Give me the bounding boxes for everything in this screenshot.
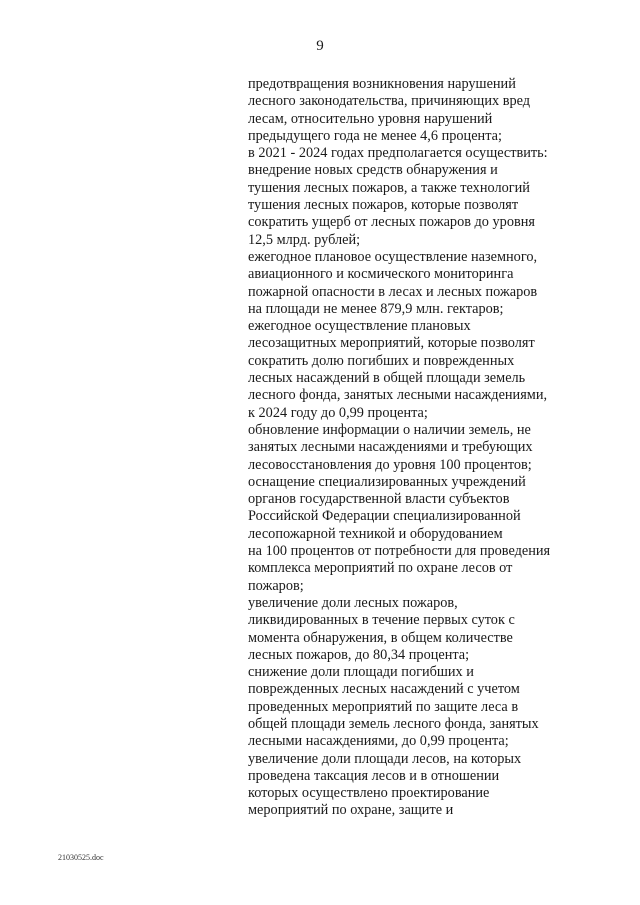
text-line: 12,5 млрд. рублей; — [248, 231, 361, 248]
text-line: увеличение доли площади лесов, на которых — [248, 750, 522, 767]
text-line: Российской Федерации специализированной — [248, 508, 521, 525]
text-line: момента обнаружения, в общем количестве — [248, 629, 513, 646]
text-line: тушения лесных пожаров, а также технологий — [248, 179, 530, 196]
text-line: мероприятий по охране, защите и — [248, 802, 454, 819]
text-line: которых осуществлено проектирование — [248, 785, 490, 802]
text-line: лесными насаждениями, до 0,99 процента; — [248, 733, 509, 750]
text-line: ежегодное плановое осуществление наземного, — [248, 248, 538, 265]
document-body-text — [248, 76, 578, 820]
text-line: лесозащитных мероприятий, которые позволят — [248, 335, 535, 352]
page-number: 9 — [316, 38, 324, 54]
text-line: проведена таксация лесов и в отношении — [248, 767, 500, 784]
text-line: предотвращения возникновения нарушений — [248, 76, 516, 92]
text-line: пожарной опасности в лесах и лесных пожаров — [248, 283, 538, 300]
text-line: на 100 процентов от потребности для проведения — [248, 543, 551, 560]
text-line: внедрение новых средств обнаружения и — [248, 162, 498, 179]
text-line: тушения лесных пожаров, которые позволят — [248, 197, 519, 214]
text-line: лесовосстановления до уровня 100 процентов; — [248, 456, 532, 473]
text-line: предыдущего года не менее 4,6 процента; — [248, 127, 502, 144]
text-line: лесного законодательства, причиняющих вред — [248, 93, 531, 110]
text-line: занятых лесными насаждениями и требующих — [248, 439, 533, 456]
text-line: проведенных мероприятий по защите леса в — [248, 698, 519, 715]
text-line: лесопожарной техникой и оборудованием — [248, 525, 503, 542]
text-line: поврежденных лесных насаждений с учетом — [248, 681, 520, 698]
text-line: оснащение специализированных учреждений — [248, 473, 526, 490]
text-line: комплекса мероприятий по охране лесов от — [248, 560, 513, 577]
text-line: лесных насаждений в общей площади земель — [248, 370, 526, 387]
text-line: снижение доли площади погибших и — [248, 664, 474, 681]
text-line: ежегодное осуществление плановых — [248, 318, 471, 335]
text-line: общей площади земель лесного фонда, занятых — [248, 715, 539, 732]
text-line: сократить долю погибших и поврежденных — [248, 352, 515, 369]
text-line: лесных пожаров, до 80,34 процента; — [248, 646, 470, 663]
text-line: обновление информации о наличии земель, не — [248, 421, 531, 438]
text-line: на площади не менее 879,9 млн. гектаров; — [248, 300, 504, 317]
text-line: авиационного и космического мониторинга — [248, 266, 514, 283]
text-line: лесного фонда, занятых лесными насаждениями, — [248, 387, 548, 404]
text-line: пожаров; — [248, 577, 304, 594]
text-line: к 2024 году до 0,99 процента; — [248, 404, 428, 421]
text-line: лесам, относительно уровня нарушений — [248, 110, 493, 127]
text-line: органов государственной власти субъектов — [248, 491, 510, 508]
footer-filename: 21030525.doc — [58, 853, 104, 862]
text-line: в 2021 - 2024 годах предполагается осуществить: — [248, 145, 548, 162]
text-line: ликвидированных в течение первых суток с — [248, 612, 515, 629]
text-line: увеличение доли лесных пожаров, — [248, 594, 458, 611]
text-line: сократить ущерб от лесных пожаров до уровня — [248, 214, 535, 231]
